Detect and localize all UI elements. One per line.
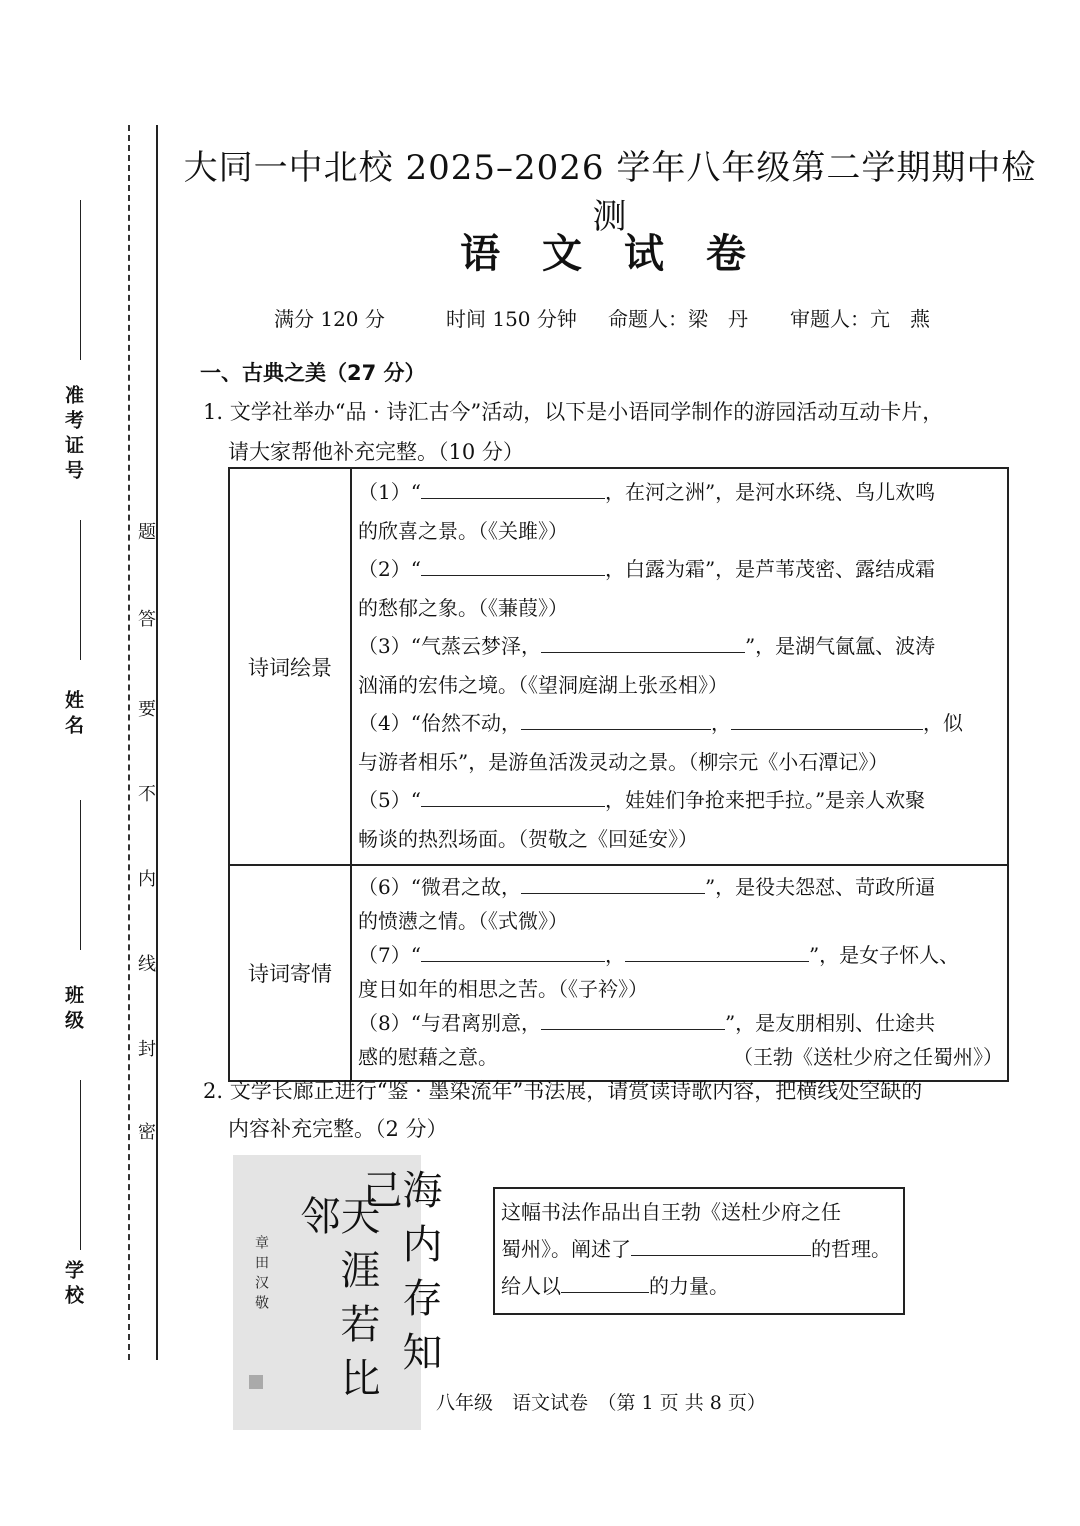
- name-blank-top: [80, 520, 81, 660]
- class-label: 班级: [62, 985, 84, 1035]
- section-heading: 一、古典之美（27 分）: [200, 361, 426, 385]
- q1-prompt-line1: 1. 文学社举办“品 · 诗汇古今”活动，以下是小语同学制作的游园活动互动卡片，: [203, 400, 944, 424]
- calligraphy-signature: 章田汉敬: [253, 1235, 269, 1315]
- item-5-cont: 畅谈的热烈场面。（贺敬之《回延安》）: [358, 826, 698, 851]
- q1-card-table: [228, 467, 1009, 1082]
- scenery-items: [351, 468, 1008, 865]
- answer-blank[interactable]: [521, 871, 705, 894]
- school-label: 学校: [62, 1260, 84, 1310]
- calligraphy-column-left: 天涯若比邻: [294, 1195, 380, 1411]
- q2-answer-box: [493, 1187, 905, 1315]
- exam-time: 时间 150 分钟: [446, 307, 577, 331]
- answer-blank[interactable]: [421, 553, 605, 576]
- item-8: （8）“与君离别意， ”，是友朋相别、仕途共: [358, 1006, 1003, 1040]
- q2-box-line2: 蜀州》。阐述了 的哲理。: [501, 1231, 897, 1268]
- answer-blank[interactable]: [541, 630, 745, 653]
- item-1: （1）“ ，在河之洲”，是河水环绕、鸟儿欢鸣: [358, 473, 1003, 512]
- q2-prompt-line2: 内容补充完整。（2 分）: [228, 1117, 448, 1141]
- item-6: （6）“微君之故， ”，是役夫怨怼、苛政所逼: [358, 870, 1003, 904]
- admission-number-label: 准考证号: [62, 385, 84, 485]
- answer-blank[interactable]: [731, 707, 923, 730]
- question-reviewer: 审题人：亢 燕: [790, 307, 930, 331]
- seal-char: 封: [138, 1039, 156, 1060]
- name-label: 姓名: [62, 690, 84, 740]
- answer-blank[interactable]: [521, 707, 711, 730]
- item-8-cont: 感的慰藉之意。 （王勃《送杜少府之任蜀州》）: [358, 1045, 1003, 1069]
- item-2-cont: 的愁郁之象。（《蒹葭》）: [358, 595, 568, 620]
- answer-blank[interactable]: [421, 939, 605, 962]
- admission-number-blank: [80, 200, 81, 360]
- exam-subtitle: 语 文 试 卷: [460, 230, 760, 277]
- seal-char: 题: [138, 522, 156, 543]
- answer-blank[interactable]: [421, 784, 605, 807]
- q2-box-line1: 这幅书法作品出自王勃《送杜少府之任: [501, 1200, 841, 1224]
- answer-blank[interactable]: [561, 1270, 649, 1293]
- calligraphy-column-right: 海内存知己: [356, 1169, 442, 1385]
- seal-char: 内: [138, 869, 156, 890]
- emotion-items: [351, 865, 1008, 1081]
- answer-blank[interactable]: [631, 1233, 811, 1256]
- q1-prompt-line2: 请大家帮他补充完整。（10 分）: [228, 440, 524, 464]
- seal-char: 答: [138, 609, 156, 630]
- answer-blank[interactable]: [625, 939, 809, 962]
- item-3-cont: 汹涌的宏伟之境。（《望洞庭湖上张丞相》）: [358, 672, 728, 697]
- item-4-cont: 与游者相乐”，是游鱼活泼灵动之景。（柳宗元《小石潭记》）: [358, 749, 889, 774]
- category-scenery: 诗词绘景: [229, 468, 351, 865]
- item-3: （3）“气蒸云梦泽， ”，是湖气氤氲、波涛: [358, 627, 1003, 666]
- seal-char: 线: [138, 954, 156, 975]
- item-6-cont: 的愤懑之情。（《式微》）: [358, 909, 568, 933]
- q2-box-line3: 给人以 的力量。: [501, 1268, 897, 1305]
- item-7: （7）“ ， ”，是女子怀人、: [358, 938, 1003, 972]
- answer-blank[interactable]: [421, 476, 605, 499]
- seal-char: 不: [138, 784, 156, 805]
- category-emotion: 诗词寄情: [229, 865, 351, 1081]
- seal-char: 密: [138, 1122, 156, 1143]
- item-4: （4）“佁然不动， ， ，似: [358, 704, 1003, 743]
- binding-solid-line: [156, 125, 158, 1360]
- exam-title: 大同一中北校 2025–2026 学年八年级第二学期期中检测: [183, 148, 1037, 237]
- answer-blank[interactable]: [541, 1007, 725, 1030]
- full-score: 满分 120 分: [274, 307, 385, 331]
- seal-stamp-icon: [249, 1375, 263, 1389]
- class-blank: [80, 800, 81, 950]
- seal-char: 要: [138, 699, 156, 720]
- item-5: （5）“ ，娃娃们争抢来把手拉。”是亲人欢聚: [358, 781, 1003, 820]
- item-7-cont: 度日如年的相思之苦。（《子衿》）: [358, 977, 648, 1001]
- school-blank: [80, 1080, 81, 1250]
- question-setter: 命题人：梁 丹: [608, 307, 748, 331]
- page-footer: 八年级 语文试卷 （第 1 页 共 8 页）: [436, 1392, 766, 1414]
- q2-prompt-line1: 2. 文学长廊正进行“鉴 · 墨染流年”书法展，请赏读诗歌内容，把横线处空缺的: [203, 1079, 923, 1103]
- calligraphy-artwork: [233, 1155, 442, 1430]
- binding-dashed-line: [128, 125, 130, 1360]
- item-1-cont: 的欣喜之景。（《关雎》）: [358, 518, 568, 543]
- item-2: （2）“ ，白露为霜”，是芦苇茂密、露结成霜: [358, 550, 1003, 589]
